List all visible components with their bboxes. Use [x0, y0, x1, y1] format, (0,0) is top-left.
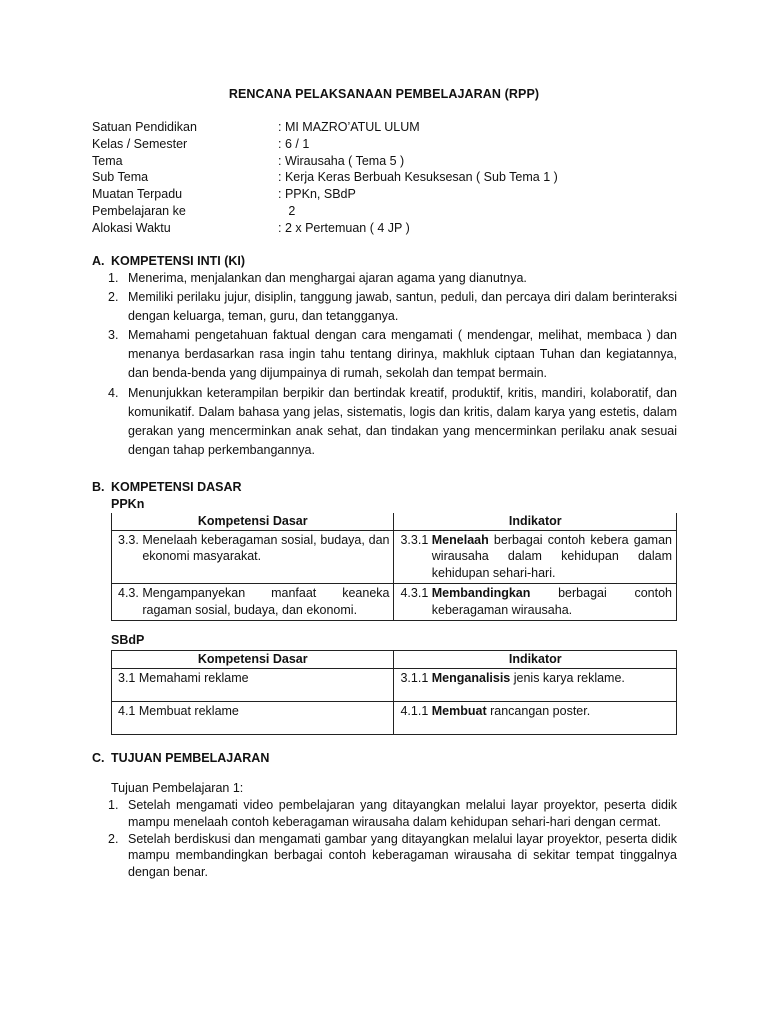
- indicator-rest: rancangan poster.: [486, 703, 591, 718]
- section-a-heading: [92, 254, 245, 268]
- list-number: 1.: [108, 271, 119, 285]
- kd-text: Menelaah keberagaman sosial, budaya, dan ekonomi masyarakat.: [142, 532, 390, 563]
- list-item: [108, 326, 677, 383]
- meta-row: [92, 119, 692, 136]
- table-row: [112, 668, 677, 701]
- ppkn-label: PPKn: [111, 497, 145, 511]
- list-number: 4.: [108, 385, 119, 400]
- meta-value: : Kerja Keras Berbuah Kesuksesan ( Sub Tema 1 ): [278, 170, 558, 185]
- ppkn-table: [111, 513, 677, 621]
- kd-number: 4.3.: [118, 586, 143, 600]
- indicator-verb: Membuat: [431, 703, 487, 718]
- section-title: KOMPETENSI INTI (KI): [111, 254, 246, 268]
- column-header-indikator: Indikator: [394, 651, 677, 669]
- sbdp-table: [111, 650, 677, 735]
- indicator-cell: [394, 701, 677, 734]
- list-number: 3.: [108, 328, 119, 343]
- list-text: Menerima, menjalankan dan menghargai ajaran agama yang dianutnya.: [128, 271, 527, 285]
- indicator-verb: Membandingkan: [431, 586, 531, 600]
- section-letter: A.: [92, 254, 105, 268]
- indicator-cell: [394, 584, 677, 621]
- list-item: [108, 831, 677, 881]
- list-text: Setelah mengamati video pembelajaran yang ditayangkan melalui layar proyektor, peserta didik mampu menelaah contoh keberagaman wirausaha dalam kehidupan sehari-hari dengan cermat.: [128, 798, 677, 829]
- document-title: RENCANA PELAKSANAAN PEMBELAJARAN (RPP): [228, 87, 540, 101]
- list-number: 1.: [108, 798, 119, 812]
- indicator-rest: berbagai contoh keberagaman wirausaha.: [431, 586, 672, 617]
- list-number: 2.: [108, 290, 119, 305]
- kd-cell: [112, 584, 394, 621]
- indicator-rest: jenis karya reklame.: [510, 670, 625, 685]
- list-text: Menunjukkan keterampilan berpikir dan bertindak kreatif, produktif, kritis, mandiri, kolaboratif, dan komunikatif. Dalam bahasa yang jelas, sistematis, logis dan kritis, dalam karya yang estetis, dalam gerakan yang mencerminkan anak sehat, dan tindakan yang mencerminkan perilaku anak sesuai dengan tahap perkembangannya.: [128, 385, 677, 457]
- meta-row: [92, 203, 692, 220]
- list-number: 2.: [108, 831, 119, 846]
- section-c-heading: [92, 751, 269, 765]
- indicator-number: 3.3.1: [400, 532, 432, 547]
- meta-row: [92, 169, 692, 186]
- ki-list: [108, 269, 677, 460]
- meta-row: [92, 186, 692, 203]
- meta-value: : 6 / 1: [278, 136, 310, 151]
- list-item: [108, 384, 677, 460]
- kd-cell: [112, 530, 394, 584]
- indicator-text: [432, 532, 672, 582]
- kd-cell: 4.1 Membuat reklame: [112, 701, 394, 734]
- identity-block: [92, 119, 692, 237]
- kd-text: Mengampanyekan manfaat keaneka ragaman sosial, budaya, dan ekonomi.: [142, 586, 390, 617]
- table-header-row: [112, 651, 677, 669]
- meta-value: : 2 x Pertemuan ( 4 JP ): [278, 220, 410, 235]
- indicator-number: 4.3.1: [400, 586, 432, 600]
- meta-label: Alokasi Waktu: [92, 220, 171, 235]
- meta-label: Muatan Terpadu: [92, 187, 183, 202]
- section-letter: C.: [92, 751, 105, 765]
- meta-value: : MI MAZRO’ATUL ULUM: [278, 120, 420, 134]
- kd-cell: 3.1 Memahami reklame: [112, 668, 394, 701]
- meta-value: 2: [278, 203, 296, 218]
- indicator-rest: berbagai contoh kebera gaman wirausaha dalam kehidupan dalam kehidupan sehari-hari.: [431, 532, 672, 580]
- table-header-row: [112, 513, 677, 530]
- objective-list: [108, 797, 677, 881]
- kd-number: 3.3.: [118, 532, 143, 547]
- table-row: [112, 701, 677, 734]
- meta-row: [92, 136, 692, 153]
- meta-value: : Wirausaha ( Tema 5 ): [278, 153, 405, 168]
- section-b-heading: [92, 480, 242, 494]
- table-row: [112, 584, 677, 621]
- meta-label: Satuan Pendidikan: [92, 120, 197, 134]
- section-title: TUJUAN PEMBELAJARAN: [111, 751, 270, 765]
- list-text: Setelah berdiskusi dan mengamati gambar yang ditayangkan melalui layar proyektor, peserta didik mampu membandingkan berbagai contoh keberagaman wirausaha di sekitar tempat tinggalnya dengan benar.: [128, 831, 677, 880]
- indicator-cell: [394, 668, 677, 701]
- meta-label: Sub Tema: [92, 170, 149, 185]
- indicator-number: 4.1.1: [400, 703, 432, 718]
- list-item: [108, 288, 677, 326]
- list-text: Memahami pengetahuan faktual dengan cara mengamati ( mendengar, melihat, membaca ) dan menanya berdasarkan rasa ingin tahu tentang dirinya, makhluk ciptaan Tuhan dan kegiatannya, dan benda-benda yang dijumpainya di rumah, sekolah dan tempat bermain.: [128, 328, 677, 381]
- objective-intro: Tujuan Pembelajaran 1:: [111, 781, 244, 795]
- column-header-indikator: Indikator: [394, 513, 677, 530]
- table-row: [112, 530, 677, 584]
- meta-label: Pembelajaran ke: [92, 203, 186, 218]
- section-letter: B.: [92, 480, 105, 494]
- list-item: [108, 269, 677, 288]
- column-header-kd: Kompetensi Dasar: [112, 651, 394, 669]
- indicator-text: [432, 585, 672, 618]
- list-text: Memiliki perilaku jujur, disiplin, tanggung jawab, santun, peduli, dan percaya diri dalam berinteraksi dengan keluarga, teman, guru, dan tetangganya.: [128, 290, 677, 324]
- meta-value: : PPKn, SBdP: [278, 187, 356, 202]
- meta-row: [92, 153, 692, 170]
- section-title: KOMPETENSI DASAR: [111, 480, 242, 494]
- indicator-verb: Menganalisis: [431, 670, 511, 685]
- list-item: [108, 797, 677, 831]
- meta-label: Tema: [92, 153, 123, 168]
- indicator-verb: Menelaah: [431, 532, 489, 547]
- column-header-kd: Kompetensi Dasar: [112, 513, 394, 530]
- meta-row: [92, 220, 692, 237]
- sbdp-label: SBdP: [111, 633, 145, 647]
- meta-label: Kelas / Semester: [92, 136, 188, 151]
- indicator-cell: [394, 530, 677, 584]
- indicator-number: 3.1.1: [400, 670, 432, 685]
